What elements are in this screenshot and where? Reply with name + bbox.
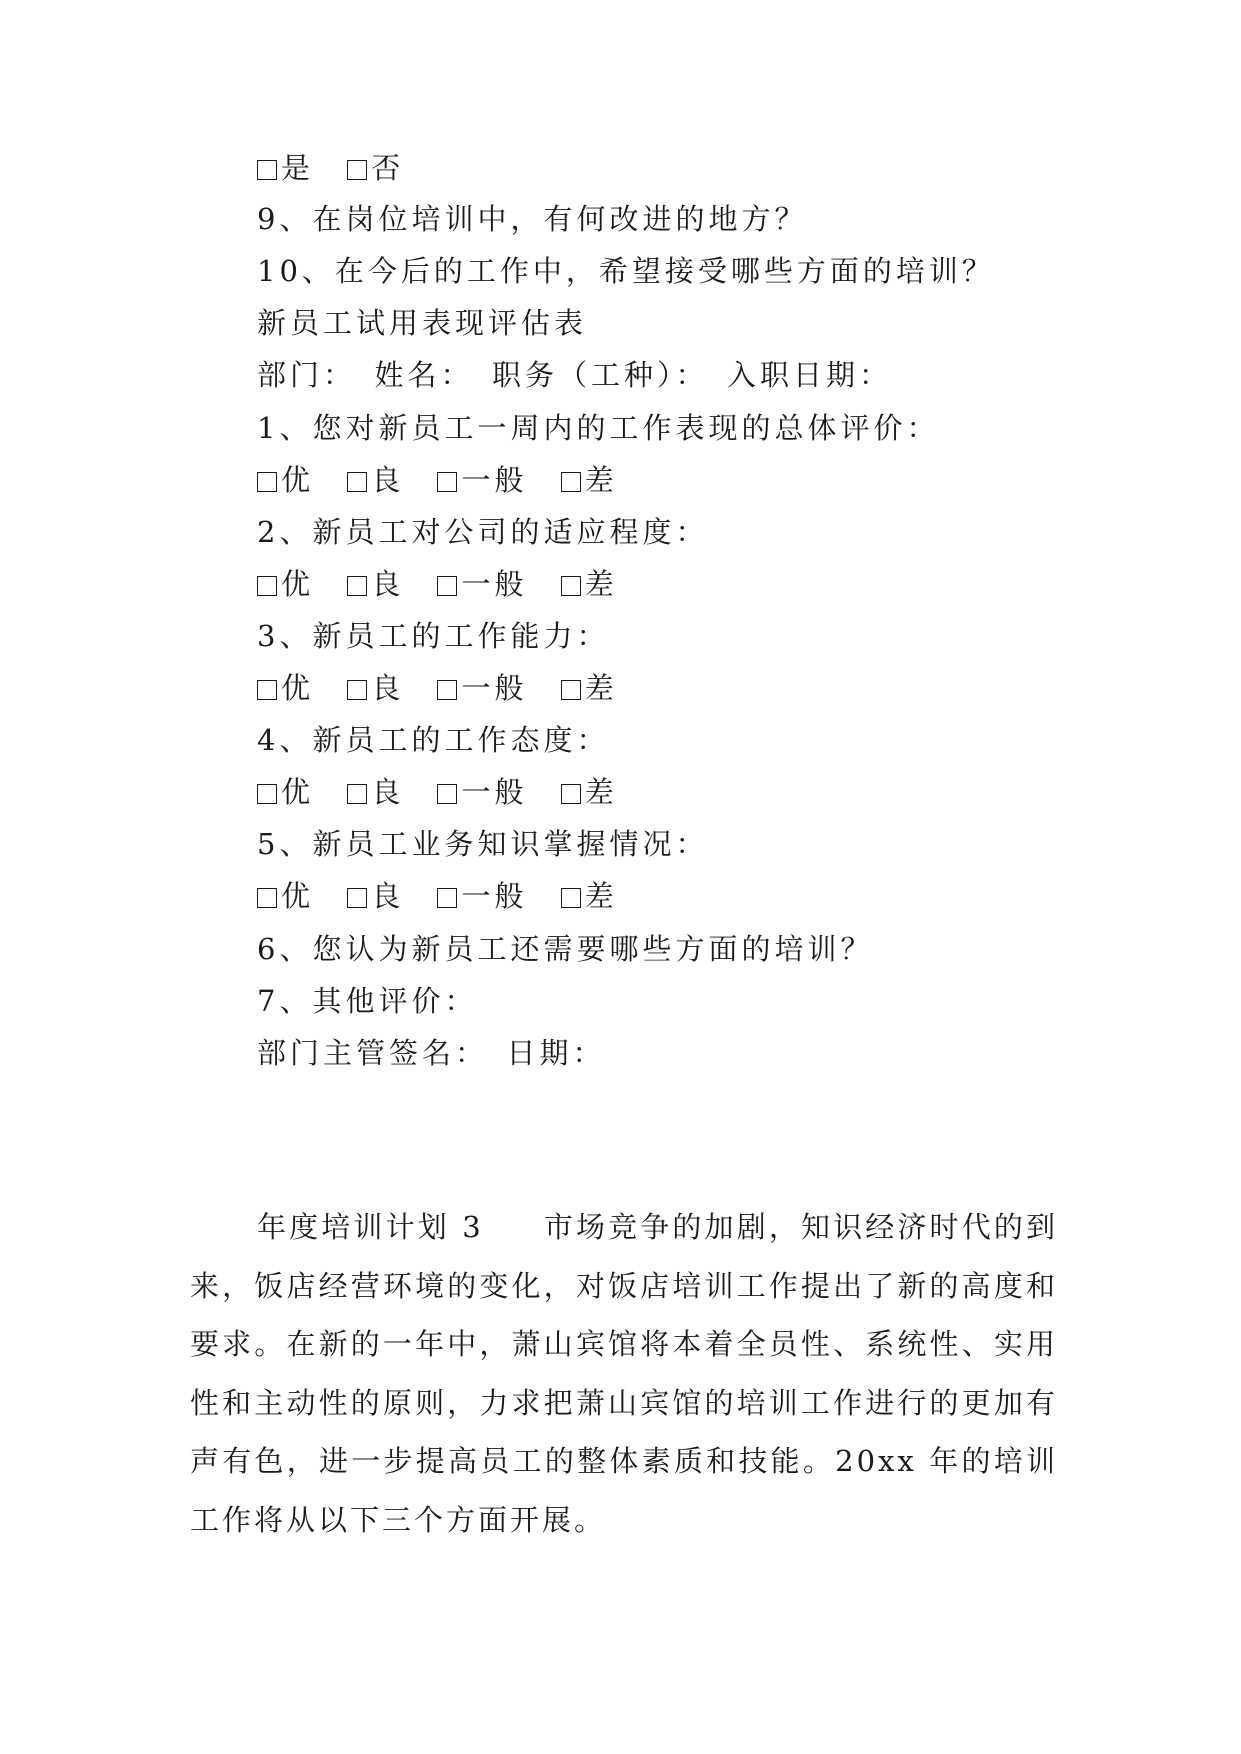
rating-options-4 [257, 772, 638, 812]
option-average[interactable]: 一般 [437, 668, 527, 708]
checkbox-icon[interactable] [437, 680, 457, 700]
option-no[interactable]: 否 [347, 148, 404, 188]
option-good[interactable]: 良 [347, 460, 404, 500]
option-good[interactable]: 良 [347, 668, 404, 708]
rating-options-5 [257, 876, 638, 916]
option-excellent[interactable]: 优 [257, 668, 314, 708]
question-9: 9、在岗位培训中，有何改进的地方？ [257, 202, 808, 236]
option-good[interactable]: 良 [347, 772, 404, 812]
checkbox-icon[interactable] [257, 888, 277, 908]
option-poor[interactable]: 差 [561, 460, 618, 500]
option-average[interactable]: 一般 [437, 876, 527, 916]
option-good[interactable]: 良 [347, 564, 404, 604]
checkbox-icon[interactable] [347, 784, 367, 804]
option-average[interactable]: 一般 [437, 772, 527, 812]
checkbox-icon[interactable] [347, 680, 367, 700]
checkbox-icon[interactable] [561, 784, 581, 804]
plan-heading: 年度培训计划 3 [257, 1210, 484, 1244]
option-excellent[interactable]: 优 [257, 772, 314, 812]
option-average[interactable]: 一般 [437, 460, 527, 500]
checkbox-icon[interactable] [257, 784, 277, 804]
training-plan-paragraph [190, 1198, 1058, 1549]
rating-options-3 [257, 668, 638, 708]
question-10: 10、在今后的工作中，希望接受哪些方面的培训？ [257, 254, 995, 288]
checkbox-icon[interactable] [437, 472, 457, 492]
checkbox-icon[interactable] [561, 888, 581, 908]
checkbox-icon[interactable] [347, 888, 367, 908]
checkbox-icon[interactable] [347, 576, 367, 596]
plan-text: 市场竞争的加剧，知识经济时代的到来，饭店经营环境的变化，对饭店培训工作提出了新的高度和要求。在新的一年中，萧山宾馆将本着全员性、系统性、实用性和主动性的原则，力求把萧山宾馆的培训工作进行的更加有声有色，进一步提高员工的整体素质和技能。20xx 年的培训工作将从以下三个方面开展。 [190, 1210, 1058, 1537]
question-7: 7、其他评价： [257, 984, 478, 1018]
question-5: 5、新员工业务知识掌握情况： [257, 827, 709, 861]
option-average[interactable]: 一般 [437, 564, 527, 604]
option-good[interactable]: 良 [347, 876, 404, 916]
form-title: 新员工试用表现评估表 [257, 306, 588, 340]
question-2: 2、新员工对公司的适应程度： [257, 515, 709, 549]
checkbox-icon[interactable] [257, 160, 277, 180]
checkbox-icon[interactable] [257, 680, 277, 700]
checkbox-icon[interactable] [257, 472, 277, 492]
option-excellent[interactable]: 优 [257, 564, 314, 604]
checkbox-icon[interactable] [437, 576, 457, 596]
checkbox-icon[interactable] [561, 680, 581, 700]
question-4: 4、新员工的工作态度： [257, 723, 610, 757]
checkbox-icon[interactable] [437, 784, 457, 804]
option-poor[interactable]: 差 [561, 876, 618, 916]
form-header: 部门： 姓名： 职务（工种）： 入职日期： [257, 358, 893, 392]
q8-options [257, 148, 424, 188]
option-excellent[interactable]: 优 [257, 876, 314, 916]
option-excellent[interactable]: 优 [257, 460, 314, 500]
option-poor[interactable]: 差 [561, 564, 618, 604]
option-poor[interactable]: 差 [561, 772, 618, 812]
checkbox-icon[interactable] [561, 472, 581, 492]
checkbox-icon[interactable] [257, 576, 277, 596]
rating-options-2 [257, 564, 638, 604]
checkbox-icon[interactable] [437, 888, 457, 908]
checkbox-icon[interactable] [347, 472, 367, 492]
question-3: 3、新员工的工作能力： [257, 619, 610, 653]
question-6: 6、您认为新员工还需要哪些方面的培训？ [257, 932, 874, 966]
checkbox-icon[interactable] [561, 576, 581, 596]
checkbox-icon[interactable] [347, 160, 367, 180]
signature-line: 部门主管签名： 日期： [257, 1036, 606, 1070]
rating-options-1 [257, 460, 638, 500]
option-yes[interactable]: 是 [257, 148, 314, 188]
question-1: 1、您对新员工一周内的工作表现的总体评价： [257, 411, 940, 445]
option-poor[interactable]: 差 [561, 668, 618, 708]
